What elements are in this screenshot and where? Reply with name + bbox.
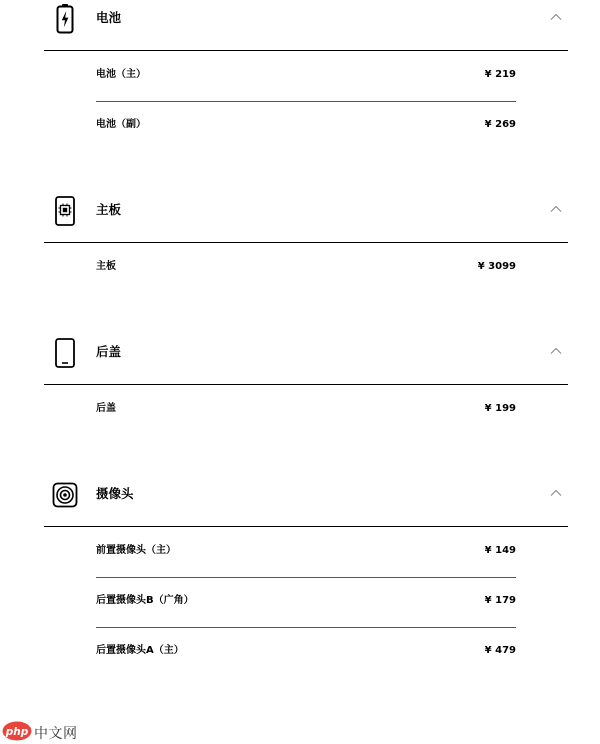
motherboard-icon bbox=[52, 194, 78, 226]
section-header-back-cover[interactable] bbox=[44, 334, 568, 385]
chevron-up-icon[interactable] bbox=[550, 346, 562, 356]
item-price: ¥ 199 bbox=[484, 403, 516, 414]
php-logo-text: php bbox=[5, 726, 29, 738]
section-header-motherboard[interactable] bbox=[44, 192, 568, 243]
item-name: 前置摄像头（主） bbox=[96, 545, 176, 556]
list-item bbox=[96, 101, 516, 151]
list-item bbox=[96, 627, 516, 677]
chevron-up-icon[interactable] bbox=[550, 204, 562, 214]
watermark-text: 中文网 bbox=[34, 726, 78, 742]
list-item bbox=[96, 385, 516, 435]
list-item bbox=[96, 243, 516, 293]
section-title: 电池 bbox=[96, 10, 122, 25]
php-logo bbox=[2, 721, 32, 744]
item-name: 后置摄像头B（广角） bbox=[96, 595, 194, 606]
item-price: ¥ 479 bbox=[484, 645, 516, 656]
section-header-battery[interactable] bbox=[44, 0, 568, 51]
item-price: ¥ 269 bbox=[484, 119, 516, 130]
item-name: 后置摄像头A（主） bbox=[96, 645, 184, 656]
list-item bbox=[96, 527, 516, 578]
back-cover-icon bbox=[52, 336, 78, 368]
section-title: 后盖 bbox=[96, 344, 122, 359]
camera-icon bbox=[52, 478, 78, 510]
item-price: ¥ 219 bbox=[484, 69, 516, 80]
item-price: ¥ 149 bbox=[484, 545, 516, 556]
item-price: ¥ 179 bbox=[484, 595, 516, 606]
item-name: 电池（副） bbox=[96, 119, 146, 130]
watermark bbox=[2, 723, 78, 743]
chevron-up-icon[interactable] bbox=[550, 12, 562, 22]
section-title: 摄像头 bbox=[96, 486, 134, 501]
chevron-up-icon[interactable] bbox=[550, 488, 562, 498]
item-name: 电池（主） bbox=[96, 69, 146, 80]
list-item bbox=[96, 51, 516, 102]
item-name: 后盖 bbox=[96, 403, 116, 414]
item-name: 主板 bbox=[96, 261, 116, 272]
section-header-camera[interactable] bbox=[44, 476, 568, 527]
battery-icon bbox=[52, 2, 78, 34]
section-title: 主板 bbox=[96, 202, 122, 217]
list-item bbox=[96, 577, 516, 628]
item-price: ¥ 3099 bbox=[477, 261, 516, 272]
